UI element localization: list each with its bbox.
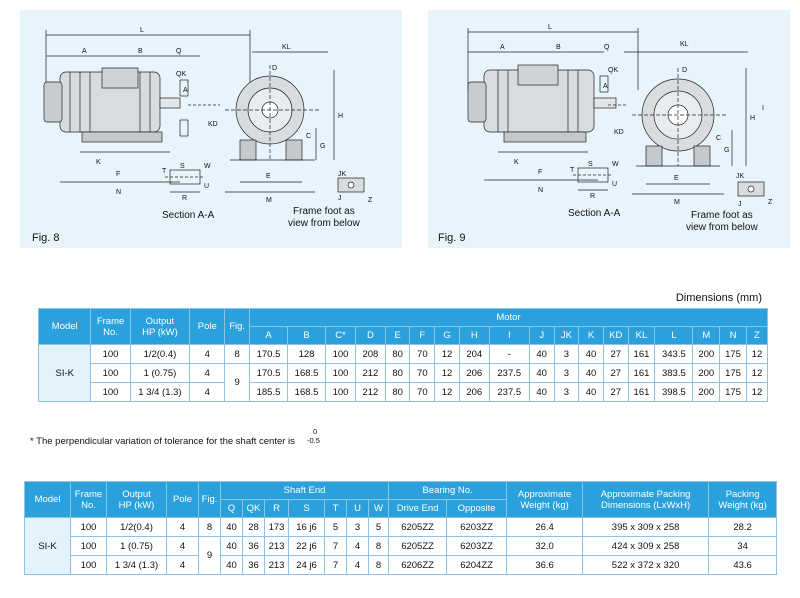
figure-8-panel — [20, 10, 402, 248]
pack-dim-cell: 424 x 309 x 258 — [583, 537, 709, 556]
dim-label-Z: Z — [368, 197, 373, 204]
header-col: H — [459, 327, 489, 345]
dim-label-JK: JK — [338, 171, 347, 178]
header-pack-dim-line1: Approximate Packing — [600, 488, 691, 500]
value-cell: 343.5 — [655, 345, 693, 364]
table-row — [25, 537, 777, 556]
header-col: E — [385, 327, 410, 345]
drive-end-cell: 6205ZZ — [389, 518, 447, 537]
dim-label-B: B — [556, 44, 561, 51]
header-col: W — [369, 500, 389, 518]
dim-label-T: T — [162, 168, 167, 175]
dim-label-QK: QK — [608, 67, 619, 74]
value-cell: 208 — [355, 345, 385, 364]
header-frame-no-line1: Frame — [96, 315, 125, 327]
pack-dim-cell: 395 x 309 x 258 — [583, 518, 709, 537]
header-output-line1: Output — [122, 488, 151, 500]
shaft-cell: 7 — [325, 537, 347, 556]
value-cell: 200 — [693, 364, 720, 383]
pole-cell: 4 — [190, 364, 225, 383]
value-cell: 70 — [410, 364, 435, 383]
dim-label-N: N — [116, 189, 122, 196]
value-cell: 168.5 — [288, 364, 326, 383]
value-cell: 80 — [385, 383, 410, 402]
header-pack-dim-line2: Dimensions (LxWxH) — [600, 499, 691, 511]
header-col: G — [435, 327, 460, 345]
frame-cell: 100 — [71, 537, 107, 556]
dim-label-S: S — [588, 161, 593, 168]
value-cell: 70 — [410, 383, 435, 402]
value-cell: 12 — [435, 364, 460, 383]
figure-label: Fig. 9 — [438, 232, 466, 244]
dim-label-U: U — [612, 181, 618, 188]
header-model: Model — [39, 309, 91, 345]
value-cell: 398.5 — [655, 383, 693, 402]
shaft-cell: 4 — [347, 537, 369, 556]
dim-label-D: D — [272, 65, 278, 72]
value-cell: 128 — [288, 345, 326, 364]
value-cell: - — [489, 345, 529, 364]
frame-cell: 100 — [71, 556, 107, 575]
pole-cell: 4 — [167, 556, 199, 575]
value-cell: 170.5 — [249, 345, 287, 364]
pole-cell: 4 — [167, 537, 199, 556]
opposite-cell: 6204ZZ — [447, 556, 507, 575]
dim-label-I: I — [762, 105, 764, 112]
pack-dim-cell: 522 x 372 x 320 — [583, 556, 709, 575]
motor-dimensions-table — [38, 308, 768, 402]
shaft-cell: 7 — [325, 556, 347, 575]
pack-weight-cell: 34 — [709, 537, 777, 556]
shaft-cell: 8 — [369, 556, 389, 575]
header-col: C* — [326, 327, 356, 345]
value-cell: 175 — [720, 345, 747, 364]
model-cell: SI-K — [39, 345, 91, 402]
dim-label-A: A — [82, 48, 87, 55]
shaft-cell: 213 — [265, 537, 289, 556]
header-col: K — [579, 327, 604, 345]
opposite-cell: 6203ZZ — [447, 537, 507, 556]
value-cell: 3 — [554, 364, 579, 383]
header-pack-dim — [583, 482, 709, 518]
header-opposite: Opposite — [447, 500, 507, 518]
shaft-cell: 213 — [265, 556, 289, 575]
value-cell: 3 — [554, 383, 579, 402]
header-pack-weight — [709, 482, 777, 518]
value-cell: 170.5 — [249, 364, 287, 383]
value-cell: 168.5 — [288, 383, 326, 402]
value-cell: 161 — [628, 364, 655, 383]
table-row — [25, 556, 777, 575]
value-cell: 161 — [628, 383, 655, 402]
dim-label-Q: Q — [604, 44, 610, 51]
value-cell: 12 — [435, 383, 460, 402]
dim-label-section-A: A — [603, 83, 608, 90]
fig-cell: 9 — [199, 537, 221, 575]
shaft-cell: 173 — [265, 518, 289, 537]
value-cell: 80 — [385, 345, 410, 364]
header-col: D — [355, 327, 385, 345]
dim-label-J: J — [338, 195, 342, 202]
foot-caption — [686, 210, 758, 234]
value-cell: 3 — [554, 345, 579, 364]
dim-label-C: C — [306, 133, 312, 140]
shaft-cell: 28 — [243, 518, 265, 537]
value-cell: 383.5 — [655, 364, 693, 383]
header-bearing-no: Bearing No. — [389, 482, 507, 500]
value-cell: 12 — [746, 345, 767, 364]
drive-end-cell: 6206ZZ — [389, 556, 447, 575]
dim-label-K: K — [96, 159, 101, 166]
dim-label-G: G — [320, 143, 326, 150]
pole-cell: 4 — [190, 345, 225, 364]
opposite-cell: 6203ZZ — [447, 518, 507, 537]
dim-label-T: T — [570, 167, 575, 174]
header-col: S — [289, 500, 325, 518]
dim-label-Z: Z — [768, 199, 773, 206]
value-cell: 200 — [693, 345, 720, 364]
header-shaft-end: Shaft End — [221, 482, 389, 500]
shaft-cell: 40 — [221, 518, 243, 537]
dim-label-QK: QK — [176, 71, 187, 78]
header-motor-group: Motor — [249, 309, 767, 327]
header-col: I — [489, 327, 529, 345]
dim-label-E: E — [266, 173, 271, 180]
output-cell: 1 (0.75) — [130, 364, 190, 383]
value-cell: 212 — [355, 383, 385, 402]
value-cell: 40 — [579, 345, 604, 364]
shaft-cell: 5 — [325, 518, 347, 537]
units-label: Dimensions (mm) — [675, 292, 762, 304]
dim-label-KD: KD — [614, 129, 624, 136]
pole-cell: 4 — [167, 518, 199, 537]
pole-cell: 4 — [190, 383, 225, 402]
header-pack-weight-line2: Weight (kg) — [718, 499, 767, 511]
foot-caption — [288, 206, 360, 230]
dim-label-H: H — [338, 113, 344, 120]
dim-label-H: H — [750, 115, 756, 122]
tolerance-upper: 0 — [313, 427, 318, 436]
header-weight-line1: Approximate — [517, 488, 572, 500]
tolerance-values — [307, 427, 320, 445]
dim-label-M: M — [266, 197, 272, 204]
header-col: KD — [603, 327, 628, 345]
value-cell: 200 — [693, 383, 720, 402]
dim-label-D: D — [682, 67, 688, 74]
shaft-bearing-packing-table — [24, 481, 777, 575]
value-cell: 100 — [326, 345, 356, 364]
dim-label-K: K — [514, 159, 519, 166]
value-cell: 40 — [579, 383, 604, 402]
value-cell: 12 — [435, 345, 460, 364]
output-cell: 1 3/4 (1.3) — [107, 556, 167, 575]
header-col: B — [288, 327, 326, 345]
value-cell: 175 — [720, 383, 747, 402]
value-cell: 80 — [385, 364, 410, 383]
dim-label-W: W — [204, 163, 211, 170]
figure-9-panel — [428, 10, 790, 248]
value-cell: 212 — [355, 364, 385, 383]
value-cell: 40 — [579, 364, 604, 383]
frame-cell: 100 — [91, 383, 130, 402]
header-col: R — [265, 500, 289, 518]
frame-cell: 100 — [91, 345, 130, 364]
dim-label-E: E — [674, 175, 679, 182]
header-col: J — [529, 327, 554, 345]
dim-label-C: C — [716, 135, 722, 142]
pack-weight-cell: 28.2 — [709, 518, 777, 537]
shaft-cell: 36 — [243, 537, 265, 556]
header-col: JK — [554, 327, 579, 345]
foot-caption-line1: Frame foot as — [293, 206, 355, 217]
value-cell: 27 — [603, 364, 628, 383]
table-row — [25, 518, 777, 537]
dim-label-KD: KD — [208, 121, 218, 128]
dim-label-S: S — [180, 163, 185, 170]
dim-label-J: J — [738, 201, 742, 208]
value-cell: 12 — [746, 364, 767, 383]
fig-cell: 9 — [225, 364, 250, 402]
fig-cell: 8 — [225, 345, 250, 364]
header-drive-end: Drive End — [389, 500, 447, 518]
shaft-cell: 16 j6 — [289, 518, 325, 537]
dim-label-G: G — [724, 147, 730, 154]
value-cell: 27 — [603, 345, 628, 364]
dim-label-JK: JK — [736, 173, 745, 180]
frame-cell: 100 — [71, 518, 107, 537]
header-frame-no — [71, 482, 107, 518]
foot-caption-line1: Frame foot as — [691, 210, 753, 221]
dim-label-B: B — [138, 48, 143, 55]
dim-label-A: A — [500, 44, 505, 51]
header-col: F — [410, 327, 435, 345]
pack-weight-cell: 43.6 — [709, 556, 777, 575]
shaft-cell: 8 — [369, 537, 389, 556]
header-col: L — [655, 327, 693, 345]
tolerance-note: * The perpendicular variation of tolerance for the shaft center is — [30, 436, 295, 447]
header-frame-no-line2: No. — [103, 326, 118, 338]
header-output-line1: Output — [145, 315, 175, 327]
header-pole: Pole — [190, 309, 225, 345]
shaft-cell: 36 — [243, 556, 265, 575]
dim-label-KL: KL — [680, 41, 689, 48]
header-col: Z — [746, 327, 767, 345]
shaft-cell: 40 — [221, 537, 243, 556]
header-frame-no — [91, 309, 130, 345]
shaft-cell: 40 — [221, 556, 243, 575]
header-col: A — [249, 327, 287, 345]
header-weight-line2: Weight (kg) — [520, 499, 569, 511]
header-frame-no-line2: No. — [81, 499, 96, 511]
dim-label-F: F — [538, 169, 543, 176]
dim-label-section-A: A — [183, 87, 188, 94]
header-pole: Pole — [167, 482, 199, 518]
section-caption: Section A-A — [162, 210, 215, 221]
dim-label-R: R — [182, 195, 188, 202]
shaft-cell: 5 — [369, 518, 389, 537]
weight-cell: 26.4 — [507, 518, 583, 537]
dim-label-L: L — [548, 24, 552, 31]
dim-label-L: L — [140, 27, 144, 34]
output-cell: 1 3/4 (1.3) — [130, 383, 190, 402]
value-cell: 27 — [603, 383, 628, 402]
section-caption: Section A-A — [568, 208, 621, 219]
value-cell: 206 — [459, 364, 489, 383]
shaft-cell: 24 j6 — [289, 556, 325, 575]
shaft-cell: 4 — [347, 556, 369, 575]
output-cell: 1/2(0.4) — [107, 518, 167, 537]
dim-label-N: N — [538, 187, 544, 194]
header-col: M — [693, 327, 720, 345]
figure-label: Fig. 8 — [32, 232, 60, 244]
header-output-line2: HP (kW) — [142, 326, 178, 338]
header-output — [107, 482, 167, 518]
header-frame-no-line1: Frame — [74, 488, 103, 500]
value-cell: 185.5 — [249, 383, 287, 402]
header-output — [130, 309, 190, 345]
shaft-cell: 3 — [347, 518, 369, 537]
header-fig: Fig. — [225, 309, 250, 345]
model-cell: SI-K — [25, 518, 71, 575]
header-col: QK — [243, 500, 265, 518]
value-cell: 12 — [746, 383, 767, 402]
value-cell: 204 — [459, 345, 489, 364]
header-col: U — [347, 500, 369, 518]
value-cell: 175 — [720, 364, 747, 383]
dim-label-U: U — [204, 183, 210, 190]
value-cell: 70 — [410, 345, 435, 364]
dim-label-F: F — [116, 171, 121, 178]
dim-label-M: M — [674, 199, 680, 206]
output-cell: 1/2(0.4) — [130, 345, 190, 364]
header-col: N — [720, 327, 747, 345]
header-col: Q — [221, 500, 243, 518]
foot-caption-line2: view from below — [288, 218, 360, 229]
value-cell: 40 — [529, 383, 554, 402]
table-row — [39, 383, 768, 402]
weight-cell: 32.0 — [507, 537, 583, 556]
value-cell: 206 — [459, 383, 489, 402]
value-cell: 237.5 — [489, 364, 529, 383]
value-cell: 161 — [628, 345, 655, 364]
value-cell: 100 — [326, 383, 356, 402]
header-output-line2: HP (kW) — [118, 499, 155, 511]
dim-label-W: W — [612, 161, 619, 168]
value-cell: 237.5 — [489, 383, 529, 402]
header-weight — [507, 482, 583, 518]
header-fig: Fig. — [199, 482, 221, 518]
dim-label-R: R — [590, 193, 596, 200]
fig-cell: 8 — [199, 518, 221, 537]
value-cell: 40 — [529, 345, 554, 364]
table-row — [39, 364, 768, 383]
output-cell: 1 (0.75) — [107, 537, 167, 556]
dim-label-Q: Q — [176, 48, 182, 55]
dim-label-KL: KL — [282, 44, 291, 51]
foot-caption-line2: view from below — [686, 222, 758, 233]
value-cell: 40 — [529, 364, 554, 383]
drive-end-cell: 6205ZZ — [389, 537, 447, 556]
weight-cell: 36.6 — [507, 556, 583, 575]
value-cell: 100 — [326, 364, 356, 383]
header-model: Model — [25, 482, 71, 518]
header-col: KL — [628, 327, 655, 345]
shaft-cell: 22 j6 — [289, 537, 325, 556]
header-col: T — [325, 500, 347, 518]
tolerance-lower: -0.5 — [307, 436, 320, 445]
frame-cell: 100 — [91, 364, 130, 383]
header-pack-weight-line1: Packing — [725, 488, 760, 500]
table-row — [39, 345, 768, 364]
